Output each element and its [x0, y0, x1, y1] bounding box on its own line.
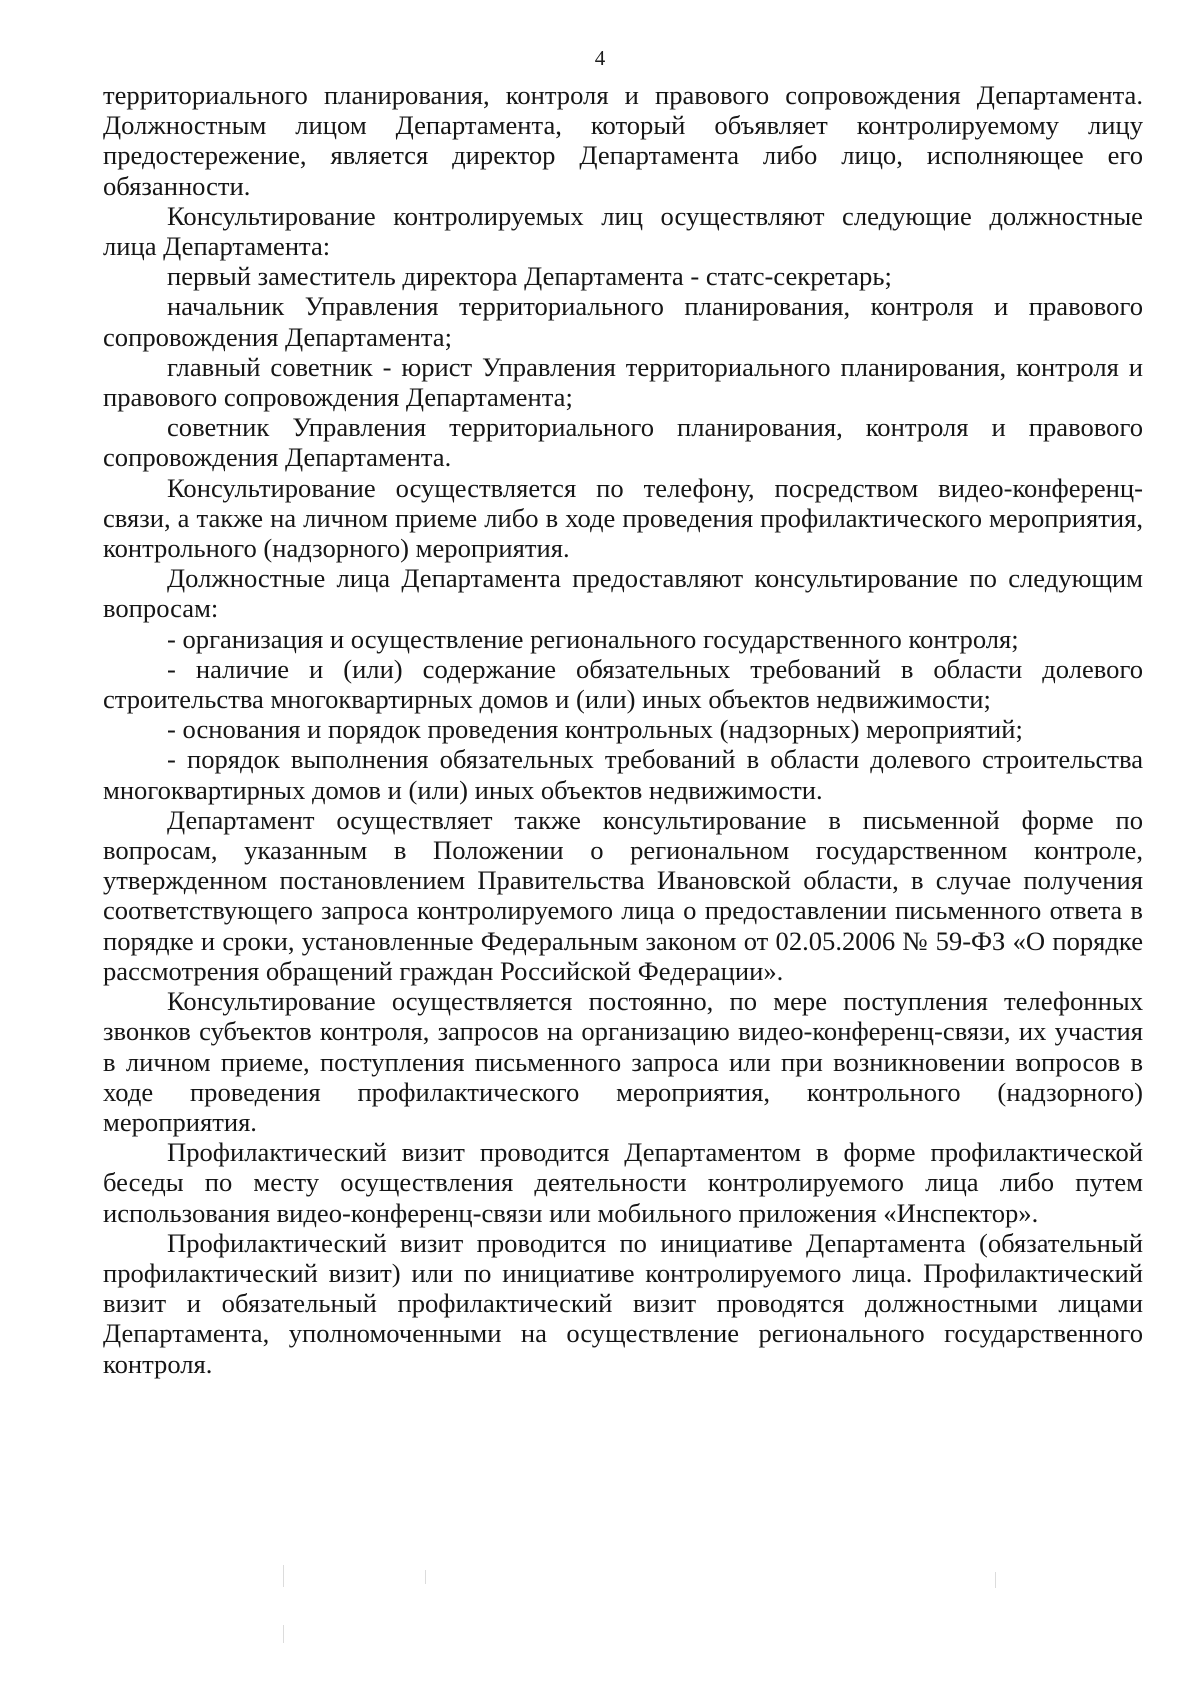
- paragraph: Департамент осуществляет также консультирование в письменной форме по вопросам, указанным в Положении о региональном государственном контроле, утвержденном постановлением Правительства Ивановской области, в случае получения соответствующего запроса контролируемого лица о предоставлении письменного ответа в порядке и сроки, установленные Федеральным законом от 02.05.2006 № 59-ФЗ «О порядке рассмотрения обращений граждан Российской Федерации».: [103, 804, 1143, 986]
- list-item: - порядок выполнения обязательных требований в области долевого строительства многоквартирных домов и (или) иных объектов недвижимости.: [103, 744, 1143, 805]
- paragraph: Профилактический визит проводится по инициативе Департамента (обязательный профилактический визит) или по инициативе контролируемого лица. Профилактический визит и обязательный профилактический визит проводятся должностными лицами Департамента, уполномоченными на осуществление регионального государственного контроля.: [103, 1227, 1143, 1379]
- scan-artifact: [283, 1565, 284, 1587]
- list-item: начальник Управления территориального планирования, контроля и правового сопровождения Департамента;: [103, 291, 1143, 352]
- list-item: советник Управления территориального планирования, контроля и правового сопровождения Департамента.: [103, 412, 1143, 473]
- document-body: [103, 80, 1143, 1379]
- paragraph: Консультирование осуществляется постоянно, по мере поступления телефонных звонков субъектов контроля, запросов на организацию видео-конференц-связи, их участия в личном приеме, поступления письменного запроса или при возникновении вопросов в ходе проведения профилактического мероприятия, контрольного (надзорного) мероприятия.: [103, 986, 1143, 1137]
- paragraph: Должностные лица Департамента предоставляют консультирование по следующим вопросам:: [103, 563, 1143, 624]
- list-item: первый заместитель директора Департамента - статс-секретарь;: [167, 261, 892, 292]
- page-number: 4: [594, 46, 606, 70]
- scan-artifact: [425, 1570, 426, 1584]
- list-item: - наличие и (или) содержание обязательных требований в области долевого строительства многоквартирных домов и (или) иных объектов недвижимости;: [103, 653, 1143, 715]
- list-item: - основания и порядок проведения контрольных (надзорных) мероприятий;: [167, 714, 1023, 745]
- paragraph: Консультирование осуществляется по телефону, посредством видео-конференц-связи, а также на личном приеме либо в ходе проведения профилактического мероприятия, контрольного (надзорного) мероприятия.: [103, 472, 1143, 564]
- scan-artifact: [995, 1572, 996, 1588]
- scan-artifact: [283, 1625, 284, 1643]
- paragraph: Консультирование контролируемых лиц осуществляют следующие должностные лица Департамента:: [103, 200, 1143, 262]
- list-item: - организация и осуществление регионального государственного контроля;: [167, 623, 1019, 654]
- paragraph: территориального планирования, контроля и правового сопровождения Департамента. Должностным лицом Департамента, который объявляет контролируемому лицу предостережение, является директор Департамента либо лицо, исполняющее его обязанности.: [103, 80, 1143, 201]
- paragraph: Профилактический визит проводится Департаментом в форме профилактической беседы по месту осуществления деятельности контролируемого лица либо путем использования видео-конференц-связи или мобильного приложения «Инспектор».: [103, 1137, 1143, 1228]
- list-item: главный советник - юрист Управления территориального планирования, контроля и правового сопровождения Департамента;: [103, 351, 1143, 413]
